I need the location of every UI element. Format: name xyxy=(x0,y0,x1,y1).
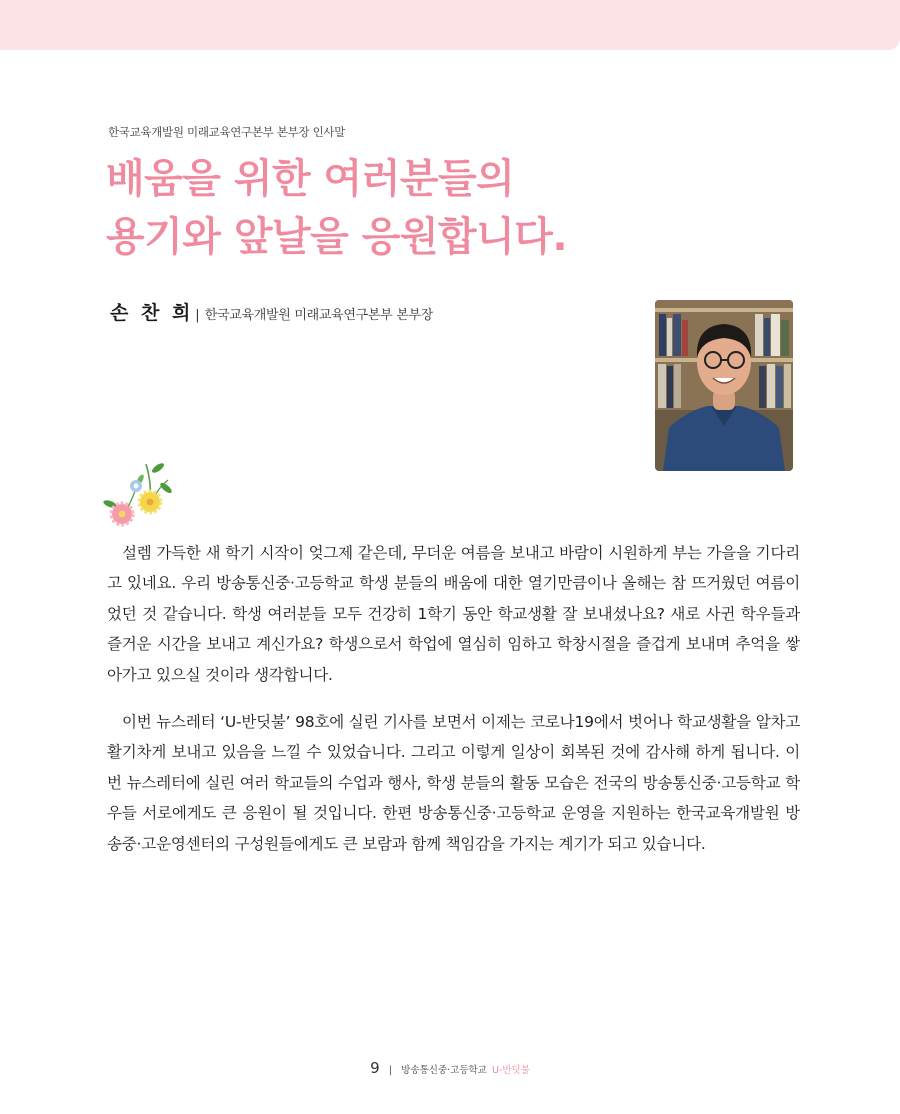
article-body xyxy=(107,538,800,876)
byline-separator: | xyxy=(195,308,200,323)
author-name: 손 찬 희 xyxy=(110,302,194,324)
title-line-2: 용기와 앞날을 응원합니다. xyxy=(106,214,568,260)
header-kicker: 한국교육개발원 미래교육연구본부 본부장 인사말 xyxy=(108,125,346,139)
page-footer xyxy=(0,1058,900,1077)
footer-publication: 방송통신중·고등학교 xyxy=(401,1065,487,1076)
footer-separator: | xyxy=(388,1065,393,1076)
title-line-1: 배움을 위한 여러분들의 xyxy=(106,156,515,202)
author-portrait xyxy=(655,300,793,471)
author-title: 한국교육개발원 미래교육연구본부 본부장 xyxy=(204,308,433,323)
body-paragraph-2: 이번 뉴스레터 ‘U-반딧불’ 98호에 실린 기사를 보면서 이제는 코로나19에서 벗어나 학교생활을 알차고 활기차게 보내고 있음을 느낄 수 있었습니다. 그리고 이렇게 일상이 회복된 것에 감사해 하게 됩니다. 이번 뉴스레터에 실린 여러 학교들의 수업과 행사, 학생 분들의 활동 모습은 전국의 방송통신중·고등학교 학우들 서로에게도 큰 응원이 될 것입니다. 한편 방송통신중·고등학교 운영을 지원하는 한국교육개발원 방송중·고운영센터의 구성원들에게도 큰 보람과 함께 책임감을 가지는 계기가 되고 있습니다. xyxy=(107,713,801,853)
author-portrait-photo xyxy=(655,300,793,471)
body-paragraph-1: 설렘 가득한 새 학기 시작이 엊그제 같은데, 무더운 여름을 보내고 바람이 시원하게 부는 가을을 기다리고 있네요. 우리 방송통신중·고등학교 학생 분들의 배움에 대한 열기만큼이나 올해는 참 뜨거웠던 여름이었던 것 같습니다. 학생 여러분들 모두 건강히 1학기 동안 학교생활 잘 보내셨나요? 새로 사귄 학우들과 즐거운 시간을 보내고 계신가요? 학생으로서 학업에 열심히 임하고 학창시절을 즐겁게 보내며 추억을 쌓아가고 있으실 것이라 생각합니다. xyxy=(107,544,800,684)
page-title xyxy=(106,150,567,266)
footer-brand: U-반딧불 xyxy=(491,1065,530,1076)
byline xyxy=(110,298,433,325)
top-band xyxy=(0,0,900,50)
page-number: 9 xyxy=(370,1059,380,1077)
flower-sprig-icon xyxy=(100,458,180,530)
